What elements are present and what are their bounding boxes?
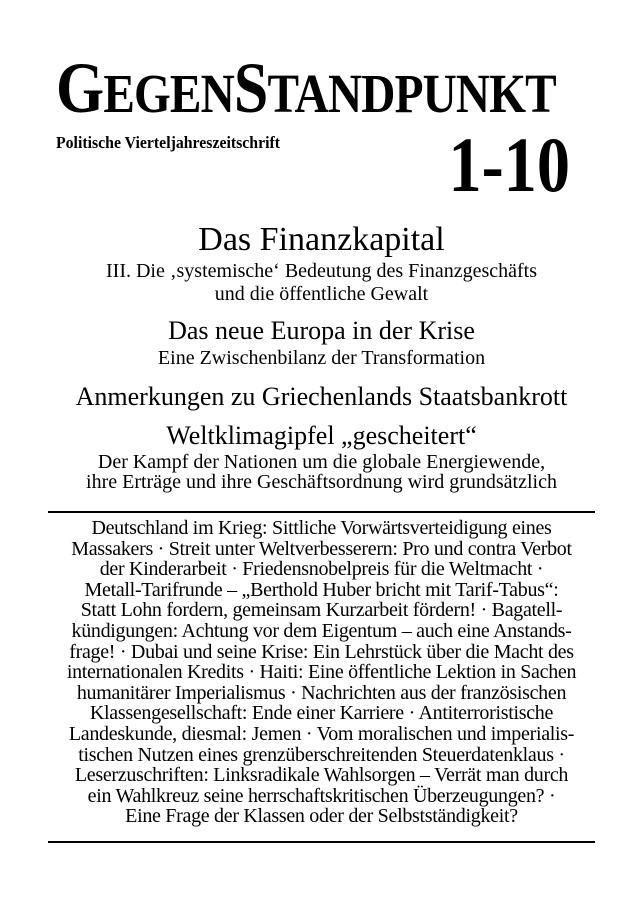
feature-subtitle-line: Eine Zwischenbilanz der Transformation [157,347,486,369]
summary-line: der Kinderarbeit · Friedensnobelpreis für die Weltmacht · [99,558,544,581]
feature-subtitle-line: Der Kampf der Nationen um die globale Energiewende, [97,451,546,473]
feature-title: Das Finanzkapital [198,221,445,258]
bottom-divider-rule [48,841,595,843]
summary-line: frage! · Dubai und seine Krise: Ein Lehrstück über die Macht des [69,640,574,663]
contents-summary [48,518,595,827]
summary-line: Deutschland im Krieg: Sittliche Vorwärtsverteidigung eines [91,517,552,539]
feature-subtitle-line: III. Die ‚systemische‘ Bedeutung des Finanzgeschäfts [106,260,537,282]
feature-article [48,220,595,306]
journal-title-initial: S [233,48,268,128]
feature-title: Das neue Europa in der Krise [168,316,475,345]
summary-line: Eine Frage der Klassen oder der Selbstständigkeit? [125,805,518,828]
summary-line: Statt Lohn fordern, gemeinsam Kurzarbeit fördern! · Bagatell- [80,599,563,622]
journal-subtitle: Politische Vierteljahreszeitschrift [56,133,281,152]
summary-line: humanitärer Imperialismus · Nachrichten aus der französischen [76,681,567,704]
summary-line: kündigungen: Achtung vor dem Eigentum – auch eine Anstands- [71,619,572,642]
top-divider-rule [48,511,595,513]
summary-line: tischen Nutzen eines grenzüberschreitenden Steuerdatenklaus · [78,743,565,766]
journal-title-initial: G [56,48,104,128]
feature-article [48,381,595,413]
summary-line: Landeskunde, diesmal: Jemen · Vom moralischen und imperialis- [68,722,575,745]
journal-title-smallcaps: TANDPUNKT [267,63,556,124]
summary-line: Leserzuschriften: Linksradikale Wahlsorgen – Verrät man durch [74,764,569,787]
issue-number: 1-10 [448,121,570,208]
feature-subtitle-line: ihre Erträge und ihre Geschäftsordnung wird grundsätzlich [86,471,557,493]
feature-subtitle-line: und die öffentliche Gewalt [214,283,429,305]
feature-title: Weltklimagipfel „gescheitert“ [166,421,477,450]
journal-title-smallcaps: EGEN [103,63,234,124]
summary-line: Metall-Tarifrunde – „Berthold Huber bricht mit Tarif-Tabus“: [84,578,559,601]
cover-content [48,0,595,843]
summary-line: ein Wahlkreuz seine herrschaftskritischen Überzeugungen? · [87,784,556,807]
summary-line: Klassengesellschaft: Ende einer Karriere · Antiterroristische [89,702,554,725]
feature-article [48,315,595,370]
summary-line: internationalen Kredits · Haiti: Eine öffentliche Lektion in Sachen [66,661,577,684]
feature-title: Anmerkungen zu Griechenlands Staatsbankrott [75,382,568,411]
summary-line: Massakers · Streit unter Weltverbesserern: Pro und contra Verbot [71,537,572,560]
feature-article [48,420,595,492]
